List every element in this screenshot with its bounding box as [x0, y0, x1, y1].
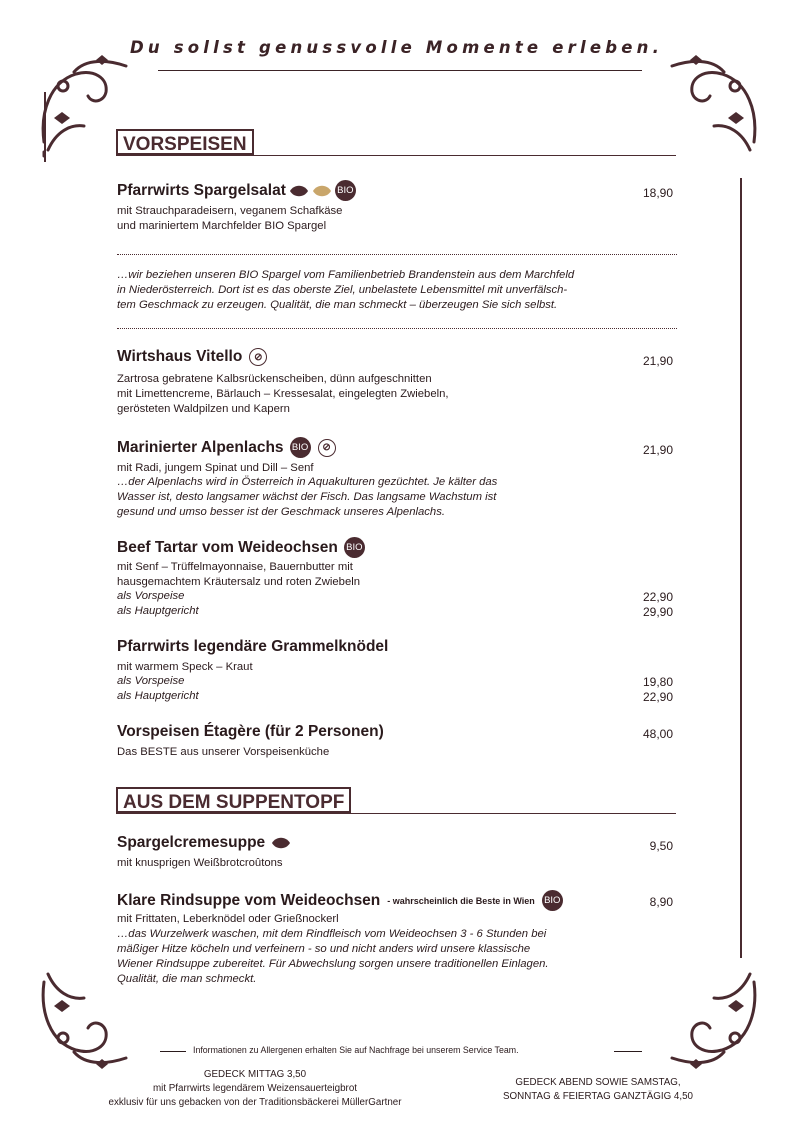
section-rule-vorspeisen [116, 155, 676, 156]
dish-price: 18,90 [642, 186, 673, 200]
dotted-divider [117, 328, 677, 329]
gedeck-mittag-description: mit Pfarrwirts legendärem Weizensauerteigbrot [152, 1083, 357, 1094]
dish-title-text: Pfarrwirts Spargelsalat [117, 181, 286, 199]
gedeck-abend-label: GEDECK ABEND SOWIE SAMSTAG, [515, 1077, 681, 1088]
dish-title-text: Vorspeisen Étagère (für 2 Personen) [117, 723, 384, 740]
dish-price: 8,90 [649, 895, 673, 909]
bio-badge-icon: BIO [290, 437, 311, 458]
dish-title-text: Klare Rindsuppe vom Weideochsen [117, 891, 381, 909]
gedeck-mittag-label: GEDECK MITTAG 3,50 [203, 1069, 307, 1080]
dish-option-price: 19,80 [642, 675, 673, 689]
dish-description: und mariniertem Marchfelder BIO Spargel [117, 220, 327, 232]
bio-badge-icon: BIO [542, 890, 563, 911]
tagline-divider [158, 70, 642, 71]
dish-subtitle: - wahrscheinlich die Beste in Wien [387, 895, 535, 906]
dish-title-rindsuppe [117, 890, 563, 911]
dish-option: als Vorspeise [117, 590, 185, 602]
dish-description: mit warmem Speck – Kraut [117, 661, 253, 673]
allergen-info: Informationen zu Allergenen erhalten Sie auf Nachfrage bei unserem Service Team. [193, 1045, 519, 1055]
dish-title-etagere [117, 723, 384, 741]
dish-title-text: Marinierter Alpenlachs [117, 438, 284, 456]
dish-description: Das BESTE aus unserer Vorspeisenküche [117, 746, 330, 758]
dish-note: Qualität, die man schmeckt. [117, 973, 257, 985]
dish-note: mäßiger Hitze köcheln und verfeinern - so und nicht anders wird unsere klassische [117, 943, 531, 955]
dish-option: als Hauptgericht [117, 690, 199, 702]
dish-note: Wasser ist, desto langsamer wächst der Fisch. Das langsame Wachstum ist [117, 491, 497, 503]
left-border-main [44, 92, 46, 162]
dish-price: 21,90 [642, 443, 673, 457]
dish-title-grammelknoedel [117, 638, 388, 656]
dish-option: als Vorspeise [117, 675, 185, 687]
dish-title-spargelsalat [117, 180, 356, 201]
dish-title-vitello [117, 348, 267, 366]
gedeck-abend-label: SONNTAG & FEIERTAG GANZTÄGIG 4,50 [503, 1091, 693, 1102]
dish-price: 9,50 [649, 839, 673, 853]
dish-description: mit Limettencreme, Bärlauch – Kressesalat, eingelegten Zwiebeln, [117, 388, 449, 400]
dish-description: mit Senf – Trüffelmayonnaise, Bauernbutter mit [117, 561, 353, 573]
dish-option-price: 22,90 [642, 590, 673, 604]
dish-title-alpenlachs [117, 437, 336, 458]
dish-title-text: Pfarrwirts legendäre Grammelknödel [117, 638, 389, 655]
dish-note: gesund und umso besser ist der Geschmack unseres Alpenlachs. [117, 506, 445, 518]
vegan-leaf-icon [289, 184, 309, 198]
dish-description: mit knusprigen Weißbrotcroûtons [117, 857, 283, 869]
dish-description: hausgemachtem Kräutersalz und roten Zwiebeln [117, 576, 361, 588]
dish-description: mit Strauchparadeisern, veganem Schafkäse [117, 205, 343, 217]
spargel-info-note: in Niederösterreich. Dort ist es das oberste Ziel, unbelastete Lebensmittel mit unverfälsch- [117, 284, 568, 296]
bio-badge-icon: BIO [335, 180, 356, 201]
vegetarian-leaf-icon [312, 184, 332, 198]
dish-option-price: 22,90 [642, 690, 673, 704]
spargel-info-note: …wir beziehen unseren BIO Spargel vom Familienbetrieb Brandenstein aus dem Marchfeld [117, 269, 575, 281]
footer-line-left [160, 1051, 186, 1052]
dish-option-price: 29,90 [642, 605, 673, 619]
ornament-bottom-right-icon [652, 962, 762, 1072]
dish-price: 48,00 [642, 727, 673, 741]
dish-title-text: Beef Tartar vom Weideochsen [117, 538, 338, 556]
dish-note: Wiener Rindsuppe zubereitet. Für Abwechslung sorgen unsere traditionellen Einlagen. [117, 958, 549, 970]
ornament-top-right-icon [652, 52, 762, 162]
gluten-free-icon: ⊘ [249, 348, 267, 366]
dish-price: 21,90 [642, 354, 673, 368]
dish-description: gerösteten Waldpilzen und Kapern [117, 403, 290, 415]
right-border [740, 178, 742, 958]
section-heading-suppentopf: AUS DEM SUPPENTOPF [116, 787, 351, 813]
vegan-leaf-icon [271, 836, 291, 850]
bio-badge-icon: BIO [344, 537, 365, 558]
menu-tagline: Du sollst genussvolle Momente erleben. [129, 38, 664, 57]
dish-title-text: Wirtshaus Vitello [117, 348, 243, 365]
section-rule-suppentopf [116, 813, 676, 814]
dish-description: mit Radi, jungem Spinat und Dill – Senf [117, 462, 314, 474]
dish-title-text: Spargelcremesuppe [117, 834, 266, 851]
gedeck-mittag-description: exklusiv für uns gebacken von der Traditionsbäckerei MüllerGartner [108, 1097, 402, 1108]
dish-title-tartar [117, 537, 365, 558]
dotted-divider [117, 254, 677, 255]
dish-description: mit Frittaten, Leberknödel oder Grießnockerl [117, 913, 339, 925]
dish-note: …das Wurzelwerk waschen, mit dem Rindfleisch vom Weideochsen 3 - 6 Stunden bei [117, 928, 547, 940]
dish-option: als Hauptgericht [117, 605, 199, 617]
dish-description: Zartrosa gebratene Kalbsrückenscheiben, dünn aufgeschnitten [117, 373, 432, 385]
spargel-info-note: tem Geschmack zu erzeugen. Qualität, die man schmeckt – überzeugen Sie sich selbst. [117, 299, 558, 311]
dish-note: …der Alpenlachs wird in Österreich in Aquakulturen gezüchtet. Je kälter das [117, 476, 498, 488]
section-heading-vorspeisen: VORSPEISEN [116, 129, 254, 155]
dish-title-spargelcremesuppe [117, 834, 291, 852]
gluten-free-icon: ⊘ [318, 439, 336, 457]
footer-line-right [614, 1051, 642, 1052]
